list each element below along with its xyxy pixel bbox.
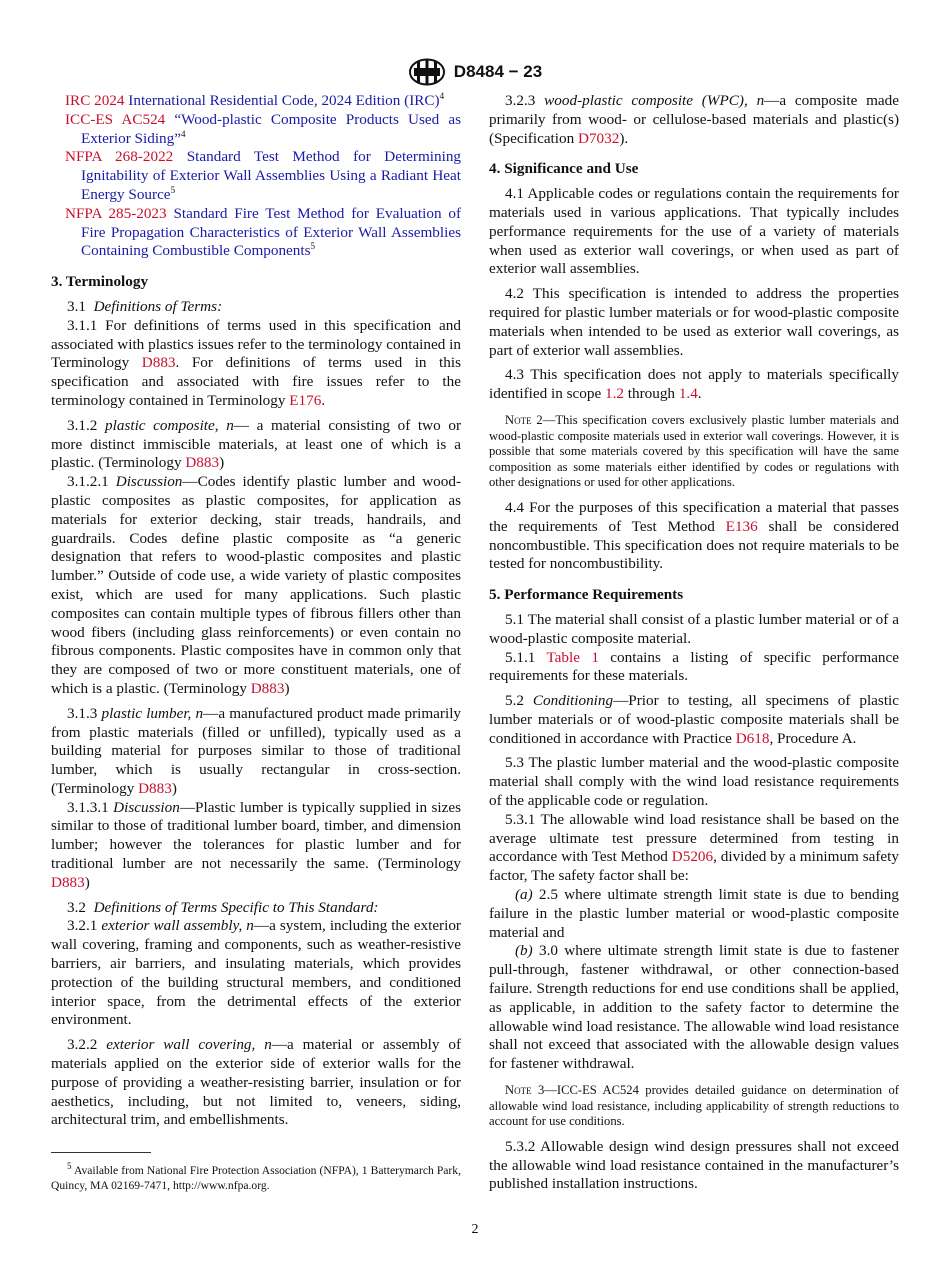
note-3: Note 3—ICC-ES AC524 provides detailed guidance on determination of allowable wind load resistance, including applicability of strength reductions to account for use conditions.	[489, 1083, 899, 1129]
para-4-4: 4.4 For the purposes of this specification a material that passes the requirements of Test Method E136 shall be considered noncombustible. This specification does not require materials to be tested for noncombustibility.	[489, 498, 900, 573]
link-d7032[interactable]: D7032	[577, 129, 620, 147]
para-5-2: 5.2 Conditioning—Prior to testing, all specimens of plastic lumber materials or of wood-plastic composite materials shall be conditioned in accordance with Practice D618, Procedure A.	[489, 692, 899, 747]
link-e176[interactable]: E176	[289, 391, 322, 409]
ref-title[interactable]: International Residential Code, 2024 Edition (IRC)	[128, 92, 440, 109]
astm-logo-icon	[408, 58, 446, 86]
referenced-documents	[51, 92, 461, 261]
para-3-2-1: 3.2.1 exterior wall assembly, n—a system, including the exterior wall covering, framing and components, such as weather-resistive barriers, air barriers, and insulating materials, which provides protection of the building structural members, and conditioned interior space, from the detrimental effects of the exterior environment.	[51, 917, 461, 1029]
para-5-3: 5.3 The plastic lumber material and the wood-plastic composite material shall comply with the wind load resistance requirements of the applicable code or regulation.	[489, 754, 899, 810]
note-2: Note 2—This specification covers exclusively plastic lumber materials and wood-plastic composite materials used in exterior wall coverings. However, it is possible that some materials covered by this specification will have the same composition as some materials either identified by codes or regulations with other designations or used for other applications.	[489, 412, 899, 490]
para-5-1: 5.1 The material shall consist of a plastic lumber material or of a wood-plastic composite material.	[489, 610, 899, 647]
link-1-2[interactable]: 1.2	[604, 385, 624, 403]
ref-irc: IRC 2024 International Residential Code, 2024 Edition (IRC)$^4$	[65, 90, 445, 109]
para-5-3-1-b: (b) 3.0 where ultimate strength limit state is due to fastener pull-through, fastener withdrawal, or other connection-based failure. Strength reductions for end use conditions shall be applied, as applicable, in addition to the safety factor to determine the allowable wind load resistance. The allowable wind load resistance shall not exceed that associated with the allowable design values for fastener withdrawal.	[489, 942, 899, 1073]
link-d883[interactable]: D883	[185, 454, 220, 472]
link-table-1[interactable]: Table 1	[546, 648, 599, 666]
para-3-2-3: 3.2.3 wood-plastic composite (WPC), n—a composite made primarily from wood- or cellulose-based materials and plastic(s) (Specification D7032).	[489, 92, 899, 147]
page-number: 2	[471, 1222, 479, 1237]
ref-code[interactable]: ICC-ES AC524	[65, 110, 166, 128]
ref-title[interactable]: Standard Fire Test Method for Evaluation of Fire Propagation Characteristics of Exterior Wall Assemblies Containing Combustible Components	[81, 204, 462, 260]
right-column	[489, 92, 899, 1194]
para-5-3-1: 5.3.1 The allowable wind load resistance shall be based on the average ultimate test pressure determined from testing in accordance with Test Method D5206, divided by a minimum safety factor, The safety factor shall be:	[489, 810, 899, 885]
link-d883[interactable]: D883	[141, 354, 176, 372]
para-3-1-1: 3.1.1 For definitions of terms used in this specification and associated with plastics issues refer to the terminology contained in Terminology D883. For definitions of terms used in this specification and associated with fire issues refer to the terminology contained in Terminology E176.	[51, 316, 461, 409]
link-d883[interactable]: D883	[51, 873, 85, 891]
link-d618[interactable]: D618	[735, 729, 770, 747]
ref-code[interactable]: NFPA 285-2023	[65, 204, 167, 222]
footnote-5: $^5$ Available from National Fire Protection Association (NFPA), 1 Batterymarch Park, Quincy, MA 02169-7471, http://www.nfpa.org.	[51, 1161, 461, 1192]
para-3-1-2-1: 3.1.2.1 Discussion—Codes identify plastic lumber and wood-plastic composites as plastic composites, for application as materials for exterior decking, stair treads, handrails, and guardrails. Codes define plastic composite as “a generic designation that refers to wood-plastic composites and plastic lumber.” Outside of code use, a wide variety of plastic composites exist, which are used for many applications. Such plastic composites can contain multiple types of fibrous fillers other than wood fibers (including glass reinforcements) or even contain no fibrous components. Plastic composites have in common only that they are composed of two or more constituent materials, one of which is a plastic. (Terminology D883)	[51, 473, 462, 697]
para-4-1: 4.1 Applicable codes or regulations contain the requirements for materials used in various applications. That typically includes performance requirements for the use of a variety of materials when used as exterior wall coverings, or when used as part of exterior wall assemblies.	[489, 185, 899, 278]
para-3-2-2: 3.2.2 exterior wall covering, n—a material or assembly of materials applied on the exterior side of exterior walls for the purpose of providing a weather-resisting barrier, insulation or for aesthetics, including, but not limited to, veneers, siding, architectural trim, and embellishments.	[51, 1036, 462, 1129]
link-d5206[interactable]: D5206	[671, 848, 714, 866]
document-code: D8484 − 23	[453, 62, 543, 81]
link-1-4[interactable]: 1.4	[678, 385, 698, 403]
link-d883[interactable]: D883	[138, 779, 172, 797]
footnote-rule	[51, 1152, 151, 1153]
para-3-1-2: 3.1.2 plastic composite, n— a material consisting of two or more distinct immiscible materials, at least one of which is a plastic. (Terminology D883)	[51, 416, 462, 472]
section-heading-significance: 4. Significance and Use	[489, 160, 639, 178]
page-header	[0, 58, 950, 86]
ref-nfpa-268: NFPA 268-2022 Standard Test Method for Determining Ignitability of Exterior Wall Assemblies Using a Radiant Heat Energy Source$^5$	[65, 148, 462, 203]
para-5-3-1-a: (a) 2.5 where ultimate strength limit state is due to bending failure in the plastic lumber material or wood-plastic composite material and	[489, 886, 899, 941]
ref-title[interactable]: “Wood-plastic Composite Products Used as Exterior Siding”	[81, 110, 462, 147]
link-d883[interactable]: D883	[250, 679, 285, 697]
ref-title[interactable]: Standard Test Method for Determining Ignitability of Exterior Wall Assemblies Using a Radiant Heat Energy Source	[81, 148, 462, 203]
para-4-2: 4.2 This specification is intended to address the properties required for plastic lumber materials or for wood-plastic composite materials when intended to be used as exterior wall coverings, as part of exterior wall assemblies.	[489, 285, 899, 359]
para-5-3-2: 5.3.2 Allowable design wind design pressures shall not exceed the allowable wind load resistance contained in the manufacturer’s published installation instructions.	[489, 1137, 899, 1193]
ref-nfpa-285: NFPA 285-2023 Standard Fire Test Method for Evaluation of Fire Propagation Characteristics of Exterior Wall Assemblies Containing Combustible Components$^5$	[65, 204, 462, 260]
ref-icc-es: ICC-ES AC524 “Wood-plastic Composite Products Used as Exterior Siding”$^4$	[65, 110, 462, 147]
para-3-1: 3.1 Definitions of Terms:	[67, 297, 223, 315]
section-heading-performance: 5. Performance Requirements	[489, 586, 684, 604]
para-3-1-3-1: 3.1.3.1 Discussion—Plastic lumber is typically supplied in sizes similar to those of traditional lumber board, timber, and dimension lumber; however the tolerances for plastic lumber and for traditional lumber are not necessarily the same. (Terminology D883)	[51, 798, 462, 891]
ref-code[interactable]: NFPA 268-2022	[65, 148, 174, 166]
para-4-3: 4.3 This specification does not apply to materials specifically identified in scope 1.2 through 1.4.	[489, 366, 899, 403]
left-column	[51, 92, 461, 1130]
para-3-1-3: 3.1.3 plastic lumber, n—a manufactured product made primarily from plastic materials (filled or unfilled), typically used as a building material for purposes similar to those of traditional lumber, which is usually rectangular in cross-section. (Terminology D883)	[51, 704, 462, 797]
ref-code[interactable]: IRC 2024	[65, 92, 125, 109]
para-3-2: 3.2 Definitions of Terms Specific to This Standard:	[67, 898, 379, 916]
section-heading-terminology: 3. Terminology	[51, 273, 149, 291]
link-e136[interactable]: E136	[725, 517, 758, 535]
para-5-1-1: 5.1.1 Table 1 contains a listing of specific performance requirements for these materials.	[489, 648, 900, 685]
